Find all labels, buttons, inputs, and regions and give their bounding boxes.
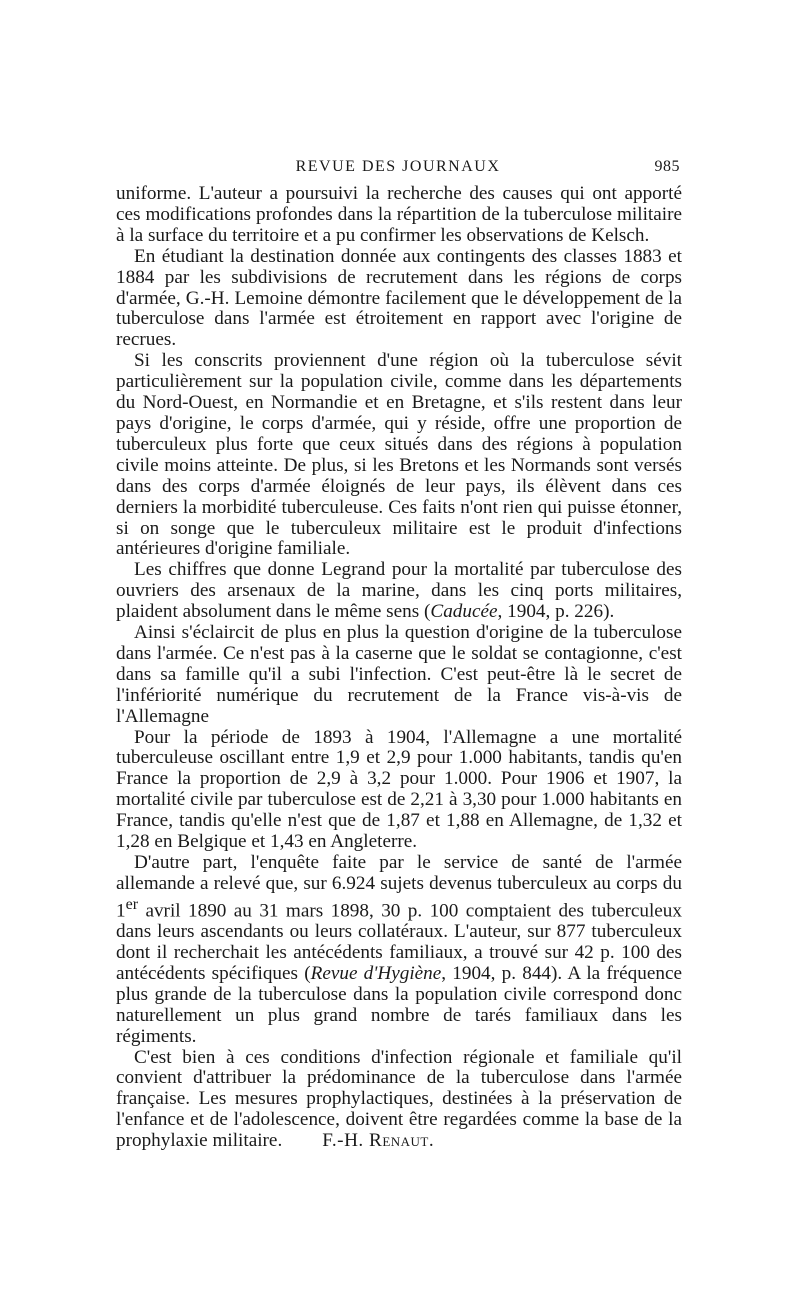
paragraph <box>116 853 682 1048</box>
paragraph <box>116 560 682 623</box>
author-signature: F.-H. Renaut. <box>322 1130 435 1152</box>
paragraph-text: Les chiffres que donne Legrand pour la mortalité par tuberculose des ouvriers des arsenaux de la marine, dans les cinq ports militaires, plaident absolument dans le même sens ( <box>116 559 682 623</box>
paragraph-text: avril 1890 au 31 mars 1898, 30 p. 100 comptaient des tuberculeux dans leurs ascendants ou leurs collatéraux. L'auteur, sur 877 tuberculeux dont il recherchait les antécédents familiaux, a trouvé sur 42 p. 100 des antécédents spécifiques ( <box>116 900 682 984</box>
page-number: 985 <box>654 158 680 175</box>
paragraph-text: C'est bien à ces conditions d'infection régionale et familiale qu'il convient d'attribuer la prédominance de la tuberculose dans l'armée française. Les mesures prophylactiques, destinées à la préservation de l'enfance et de l'adolescence, doivent être regardées comme la base de la prophylaxie militaire. <box>116 1046 682 1152</box>
journal-title: REVUE DES JOURNAUX <box>295 158 501 175</box>
paragraph <box>116 1048 682 1153</box>
paragraph-text: D'autre part, l'enquête faite par le service de santé de l'armée allemande a relevé que, sur 6.924 sujets devenus tuberculeux au corps du 1 <box>116 852 682 922</box>
paragraph: En étudiant la destination donnée aux contingents des classes 1883 et 1884 par les subdivisions de recrutement dans les régions de corps d'armée, G.-H. Lemoine démontre facilement que le développement de la tuberculose dans l'armée est étroitement en rapport avec l'origine de recrues. <box>116 245 682 351</box>
paragraph: Pour la période de 1893 à 1904, l'Allemagne a une mortalité tuberculeuse oscillant entre 1,9 et 2,9 pour 1.000 habitants, tandis qu'en France la proportion de 2,9 à 3,2 pour 1.000. Pour 1906 et 1907, la mortalité civile par tuberculose est de 2,21 à 3,30 pour 1.000 habitants en France, tandis qu'elle n'est que de 1,87 et 1,88 en Allemagne, de 1,32 et 1,28 en Belgique et 1,43 en Angleterre. <box>116 726 682 853</box>
journal-citation: Caducée <box>430 601 498 623</box>
ordinal-superscript: er <box>125 895 139 913</box>
journal-citation: Revue d'Hygiène <box>310 962 442 984</box>
paragraph-text: , 1904, p. 226). <box>497 601 615 623</box>
paragraph: Si les conscrits proviennent d'une région où la tuberculose sévit particulièrement sur la population civile, comme dans les départements du Nord-Ouest, en Normandie et en Bretagne, et s'ils restent dans leur pays d'origine, le corps d'armée, qui y réside, offre une proportion de tuberculeux plus forte que ceux situés dans des régions à population civile moins atteinte. De plus, si les Bretons et les Normands sont versés dans des corps d'armée éloignés de leur pays, ils élèvent dans ces derniers la morbidité tuberculeuse. Ces faits n'ont rien qui puisse étonner, si on songe que le tuberculeux militaire est le produit d'infections antérieures d'origine familiale. <box>116 350 682 560</box>
article-body <box>116 184 682 1152</box>
paragraph: uniforme. L'auteur a poursuivi la recherche des causes qui ont apporté ces modifications profondes dans la répartition de la tuberculose militaire à la surface du territoire et a pu confirmer les observations de Kelsch. <box>116 183 682 246</box>
paragraph: Ainsi s'éclaircit de plus en plus la question d'origine de la tuberculose dans l'armée. Ce n'est pas à la caserne que le soldat se contagionne, c'est dans sa famille qu'il a subi l'infection. C'est peut-être là le secret de l'infériorité numérique du recrutement de la France vis-à-vis de l'Allemagne <box>116 622 682 727</box>
running-header <box>116 158 680 180</box>
paragraph-text: , 1904, p. 844). A la fréquence plus grande de la tuberculose dans la population civile correspond donc naturellement un plus grand nombre de tarés familiaux dans les régiments. <box>116 962 682 1047</box>
